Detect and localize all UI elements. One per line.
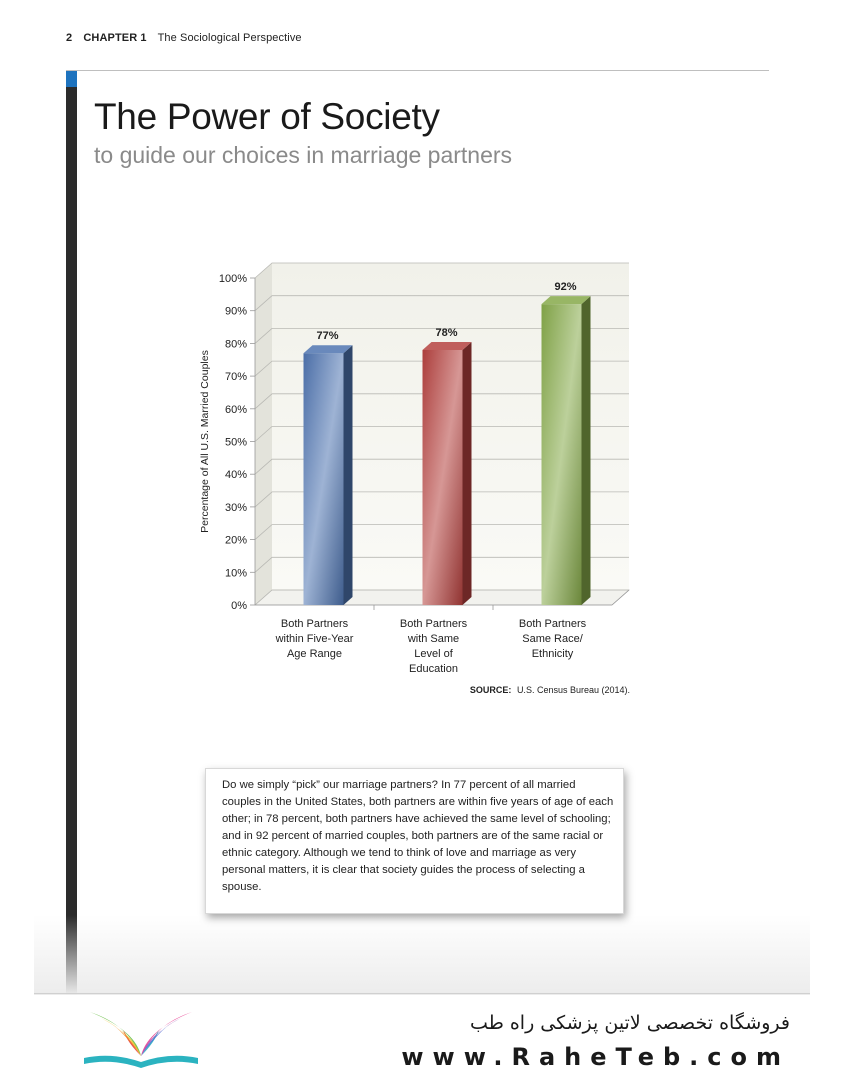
bar-value-label: 77%: [316, 330, 339, 343]
caption-text: Do we simply “pick” our marriage partners? In 77 percent of all married couples in the United States, both partners are within five years of age of each other; in 78 percent, both partners have achieved the same level of schooling; and in 92 percent of married couples, both partners are of the same racial or ethnic category. Although we tend to think of love and marriage as very personal matters, it is clear that society guides the process of selecting a spouse.: [222, 779, 614, 893]
source-note: [470, 685, 630, 695]
x-category-label: Education: [409, 663, 458, 675]
page-subtitle: to guide our choices in marriage partners: [94, 142, 513, 168]
logo-page: [101, 1018, 141, 1056]
page-header: [66, 32, 302, 44]
x-category-label: Ethnicity: [531, 648, 574, 660]
logo-page: [141, 1012, 192, 1056]
page-title: The Power of Society: [94, 96, 440, 137]
open-book-logo: [80, 1010, 202, 1074]
y-tick-label: 80%: [224, 338, 247, 351]
bar-side: [463, 342, 472, 605]
bottom-rule: [34, 993, 810, 994]
store-website: www.RaheTeb.com: [401, 1043, 790, 1071]
y-tick-label: 10%: [224, 567, 247, 580]
chapter-title: The Sociological Perspective: [157, 32, 302, 44]
logo-page: [90, 1012, 141, 1056]
x-category-label: Level of: [414, 648, 453, 660]
bar-chart-svg: [190, 255, 650, 685]
x-category-label: Same Race/: [522, 633, 583, 645]
chapter-label: CHAPTER 1: [83, 32, 147, 44]
y-tick-label: 40%: [224, 469, 247, 482]
bottom-fade: [34, 915, 810, 995]
x-category-label: Both Partners: [518, 618, 587, 630]
y-tick-label: 50%: [224, 436, 247, 449]
source-text: U.S. Census Bureau (2014).: [516, 685, 630, 695]
bar: [542, 304, 582, 605]
y-tick-label: 30%: [224, 501, 247, 514]
y-axis-label: Percentage of All U.S. Married Couples: [199, 350, 211, 533]
bar-value-label: 92%: [554, 281, 577, 294]
x-category-label: Both Partners: [280, 618, 349, 630]
y-tick-label: 20%: [224, 534, 247, 547]
header-rule: [66, 70, 769, 71]
y-tick-label: 100%: [218, 273, 247, 285]
x-category-label: Age Range: [286, 648, 343, 660]
y-tick-label: 70%: [224, 371, 247, 384]
caption-box: [205, 768, 624, 914]
x-category-label: with Same: [407, 633, 460, 645]
bar: [304, 353, 344, 605]
y-tick-label: 60%: [224, 403, 247, 416]
x-category-label: Both Partners: [399, 618, 468, 630]
bar: [423, 350, 463, 605]
source-label: SOURCE:: [469, 685, 512, 695]
page-number: 2: [66, 32, 73, 44]
logo-book-base: [84, 1056, 198, 1068]
logo-page: [141, 1018, 181, 1056]
x-category-label: within Five-Year: [275, 633, 354, 645]
store-name: فروشگاه تخصصی لاتین پزشکی راه طب: [470, 1012, 790, 1034]
bar-chart: [190, 255, 650, 685]
bar-side: [582, 296, 591, 605]
bar-value-label: 78%: [435, 326, 458, 339]
left-margin-bar: [66, 87, 77, 995]
blue-accent-mark: [66, 71, 77, 87]
bar-side: [344, 345, 353, 605]
y-tick-label: 90%: [224, 305, 247, 318]
y-tick-label: 0%: [231, 600, 247, 612]
